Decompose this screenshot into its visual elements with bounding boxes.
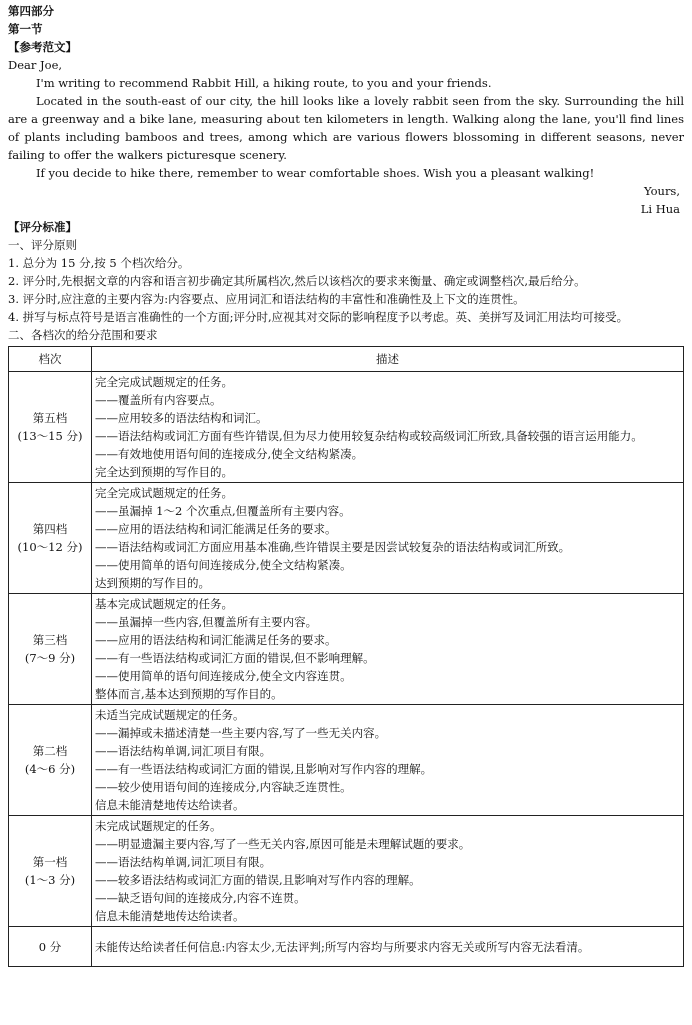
level-cell bbox=[9, 483, 92, 594]
principle-item: 2. 评分时,先根据文章的内容和语言初步确定其所属档次,然后以该档次的要求来衡量、确定或调整档次,最后给分。 bbox=[8, 274, 586, 288]
table-header-row bbox=[9, 347, 684, 372]
desc-line: ——虽漏掉 1～2 个次重点,但覆盖所有主要内容。 bbox=[95, 504, 351, 518]
desc-cell bbox=[92, 705, 684, 816]
principles-title: 一、评分原则 bbox=[8, 238, 77, 252]
level-name: 0 分 bbox=[38, 939, 62, 954]
principles-list bbox=[8, 254, 684, 326]
letter-paragraph: If you decide to hike there, remember to wear comfortable shoes. Wish you a pleasant walking! bbox=[36, 166, 595, 180]
desc-cell bbox=[92, 927, 684, 967]
header-desc: 描述 bbox=[92, 347, 684, 372]
desc-line: ——有效地使用语句间的连接成分,使全文结构紧凑。 bbox=[95, 447, 364, 461]
desc-line: 信息未能清楚地传达给读者。 bbox=[95, 798, 245, 812]
header-level: 档次 bbox=[9, 347, 92, 372]
level-name: 第四档 bbox=[32, 522, 68, 536]
desc-line: 完全达到预期的写作目的。 bbox=[95, 465, 233, 479]
desc-cell bbox=[92, 483, 684, 594]
desc-line: 未适当完成试题规定的任务。 bbox=[95, 708, 245, 722]
level-range: (1～3 分) bbox=[24, 873, 76, 887]
desc-line: 完全完成试题规定的任务。 bbox=[95, 486, 233, 500]
principle-item: 1. 总分为 15 分,按 5 个档次给分。 bbox=[8, 256, 190, 270]
letter-signature: Li Hua bbox=[640, 202, 680, 216]
desc-line: ——漏掉或未描述清楚一些主要内容,写了一些无关内容。 bbox=[95, 726, 387, 740]
desc-line: ——语法结构单调,词汇项目有限。 bbox=[95, 855, 272, 869]
principle-item: 3. 评分时,应注意的主要内容为:内容要点、应用词汇和语法结构的丰富性和准确性及上下文的连贯性。 bbox=[8, 292, 525, 306]
level-name: 第三档 bbox=[32, 633, 68, 647]
level-range: (7～9 分) bbox=[24, 651, 76, 665]
letter-paragraph: I'm writing to recommend Rabbit Hill, a hiking route, to you and your friends. bbox=[36, 76, 492, 90]
desc-line: ——应用较多的语法结构和词汇。 bbox=[95, 411, 268, 425]
desc-line: ——覆盖所有内容要点。 bbox=[95, 393, 222, 407]
table-row bbox=[9, 816, 684, 927]
desc-line: ——使用简单的语句间连接成分,使全文结构紧凑。 bbox=[95, 558, 352, 572]
sample-heading: 【参考范文】 bbox=[8, 40, 77, 54]
level-range: (4～6 分) bbox=[24, 762, 76, 776]
desc-line: ——有一些语法结构或词汇方面的错误,且影响对写作内容的理解。 bbox=[95, 762, 433, 776]
desc-line: ——较少使用语句间的连接成分,内容缺乏连贯性。 bbox=[95, 780, 352, 794]
level-name: 第二档 bbox=[32, 744, 68, 758]
level-cell bbox=[9, 705, 92, 816]
desc-line: ——语法结构单调,词汇项目有限。 bbox=[95, 744, 272, 758]
level-cell bbox=[9, 372, 92, 483]
level-name: 第五档 bbox=[32, 411, 68, 425]
part-title: 第四部分 bbox=[8, 4, 54, 18]
desc-line: ——虽漏掉一些内容,但覆盖所有主要内容。 bbox=[95, 615, 318, 629]
desc-line: 达到预期的写作目的。 bbox=[95, 576, 210, 590]
principle-item: 4. 拼写与标点符号是语言准确性的一个方面;评分时,应视其对交际的影响程度予以考虑。英、美拼写及词汇用法均可接受。 bbox=[8, 310, 629, 324]
level-range: (10～12 分) bbox=[17, 540, 83, 554]
letter-paragraph: Located in the south-east of our city, the hill looks like a lovely rabbit seen from the sky. Surrounding the hill are a greenway and a bike lane, measuring about ten kilometers in length. Walking along the lane, you'll find lines of plants including bamboos and trees, among which are various flowers blossoming in different seasons, never failing to offer the walkers picturesque scenery. bbox=[8, 94, 684, 162]
desc-line: 完全完成试题规定的任务。 bbox=[95, 375, 233, 389]
desc-line: ——应用的语法结构和词汇能满足任务的要求。 bbox=[95, 522, 337, 536]
table-row bbox=[9, 483, 684, 594]
levels-title: 二、各档次的给分范围和要求 bbox=[8, 328, 158, 342]
table-row bbox=[9, 927, 684, 967]
section-title: 第一节 bbox=[8, 22, 43, 36]
letter-salutation: Dear Joe, bbox=[8, 58, 63, 72]
level-cell bbox=[9, 594, 92, 705]
level-name: 第一档 bbox=[32, 855, 68, 869]
desc-line: ——明显遗漏主要内容,写了一些无关内容,原因可能是未理解试题的要求。 bbox=[95, 837, 471, 851]
desc-line: ——缺乏语句间的连接成分,内容不连贯。 bbox=[95, 891, 306, 905]
desc-cell bbox=[92, 816, 684, 927]
grading-table bbox=[8, 346, 684, 967]
desc-line: 未完成试题规定的任务。 bbox=[95, 819, 222, 833]
desc-line: ——使用简单的语句间连接成分,使全文内容连贯。 bbox=[95, 669, 352, 683]
desc-line: 整体而言,基本达到预期的写作目的。 bbox=[95, 687, 283, 701]
desc-line: ——语法结构或词汇方面有些许错误,但为尽力使用较复杂结构或较高级词汇所致,具备较强的语言运用能力。 bbox=[95, 429, 643, 443]
criteria-heading: 【评分标准】 bbox=[8, 220, 77, 234]
desc-line: ——应用的语法结构和词汇能满足任务的要求。 bbox=[95, 633, 337, 647]
desc-line: 未能传达给读者任何信息:内容太少,无法评判;所写内容均与所要求内容无关或所写内容无法看清。 bbox=[95, 939, 590, 954]
table-row bbox=[9, 705, 684, 816]
table-row bbox=[9, 372, 684, 483]
desc-line: ——语法结构或词汇方面应用基本准确,些许错误主要是因尝试较复杂的语法结构或词汇所致。 bbox=[95, 540, 571, 554]
desc-line: ——较多语法结构或词汇方面的错误,且影响对写作内容的理解。 bbox=[95, 873, 421, 887]
desc-cell bbox=[92, 372, 684, 483]
letter-closing: Yours, bbox=[644, 184, 680, 198]
level-cell bbox=[9, 816, 92, 927]
desc-cell bbox=[92, 594, 684, 705]
desc-line: 基本完成试题规定的任务。 bbox=[95, 597, 233, 611]
level-cell bbox=[9, 927, 92, 967]
desc-line: ——有一些语法结构或词汇方面的错误,但不影响理解。 bbox=[95, 651, 375, 665]
table-row bbox=[9, 594, 684, 705]
desc-line: 信息未能清楚地传达给读者。 bbox=[95, 909, 245, 923]
level-range: (13～15 分) bbox=[17, 429, 83, 443]
